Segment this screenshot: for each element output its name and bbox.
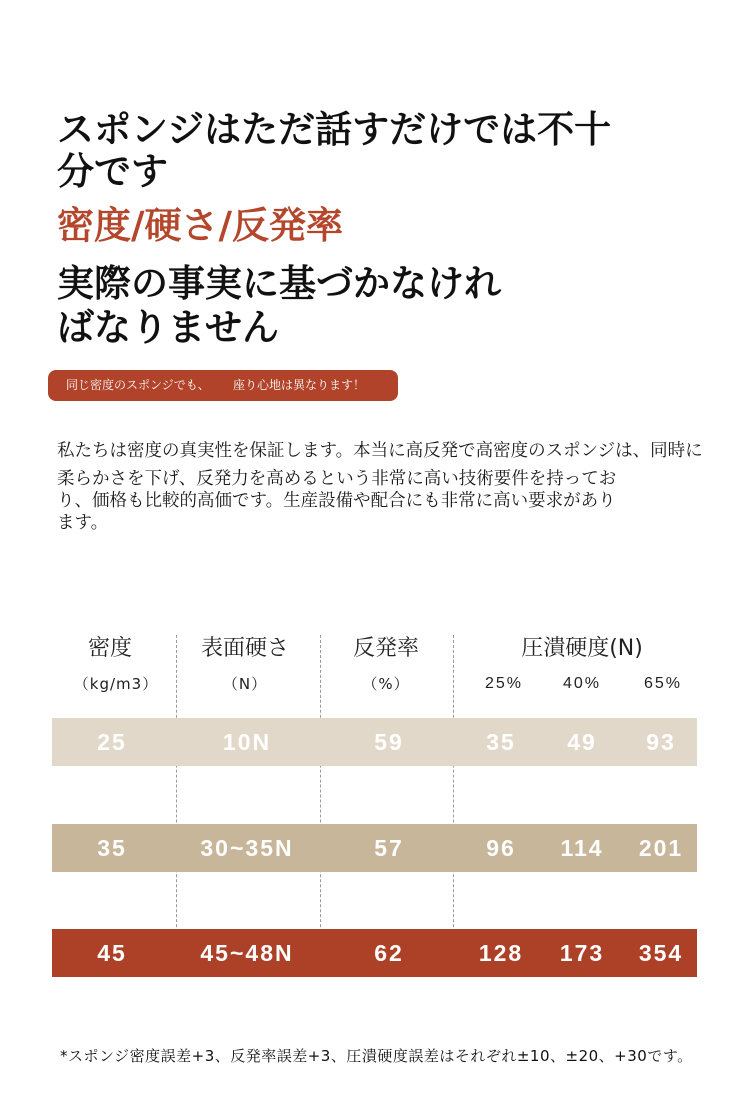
table-unit-rebound-rate: （%） [362,675,410,693]
cell-crush-25: 128 [478,940,524,966]
cell-crush-40: 49 [567,729,597,755]
table-subheader-crush-65: 65% [643,675,683,692]
table-subheader-crush-25: 25% [484,675,524,692]
cell-crush-25: 96 [486,835,516,861]
cell-crush-40: 173 [559,940,605,966]
headline-line-3: 実際の事実に基づかなけれ [57,262,501,305]
cell-density: 35 [97,835,127,861]
paragraph-line: ます。 [57,513,109,533]
column-divider [453,635,454,977]
column-divider [176,635,177,977]
cell-surface-hardness: 45~48N [200,940,294,966]
callout-banner [48,370,398,401]
paragraph-line: り、価格も比較的高価です。生産設備や配合にも非常に高い要求があり [57,491,616,511]
table-row [52,824,697,872]
table-header-surface-hardness: 表面硬さ [200,636,290,661]
paragraph-line: 柔らかさを下げ、反発力を高めるという非常に高い技術要件を持ってお [57,469,617,489]
cell-density: 45 [97,940,127,966]
cell-crush-25: 35 [486,729,516,755]
table-subheader-crush-40: 40% [562,675,602,692]
cell-rebound-rate: 62 [374,940,404,966]
cell-rebound-rate: 59 [374,729,404,755]
headline-line-2: 分です [57,150,168,193]
cell-crush-65: 201 [638,835,684,861]
table-header-crush-hardness: 圧潰硬度(N) [521,636,643,661]
table-header-rebound-rate: 反発率 [352,636,420,661]
paragraph-line: 私たちは密度の真実性を保証します。本当に高反発で高密度のスポンジは、同時に [57,441,703,461]
table-unit-density: （kg/m3） [73,675,159,693]
headline-accent: 密度/硬さ/反発率 [57,204,344,247]
column-divider [320,635,321,977]
cell-rebound-rate: 57 [374,835,404,861]
cell-crush-40: 114 [560,835,604,861]
table-unit-surface-hardness: （N） [222,675,268,693]
cell-density: 25 [97,729,127,755]
footnote: *スポンジ密度誤差+3、反発率誤差+3、圧潰硬度誤差はそれぞれ±10、±20、+30です。 [60,1047,693,1065]
table-header-density: 密度 [87,636,133,661]
banner-text-right: 座り心地は異なります！ [233,378,366,392]
cell-surface-hardness: 30~35N [200,835,294,861]
headline-line-1: スポンジはただ話すだけでは不十 [57,108,612,151]
cell-crush-65: 354 [638,940,684,966]
banner-text-left: 同じ密度のスポンジでも、 [66,378,210,392]
table-row [52,929,697,977]
cell-crush-65: 93 [646,729,676,755]
table-row [52,718,697,766]
headline-line-4: ばなりません [57,306,279,349]
cell-surface-hardness: 10N [222,729,272,755]
